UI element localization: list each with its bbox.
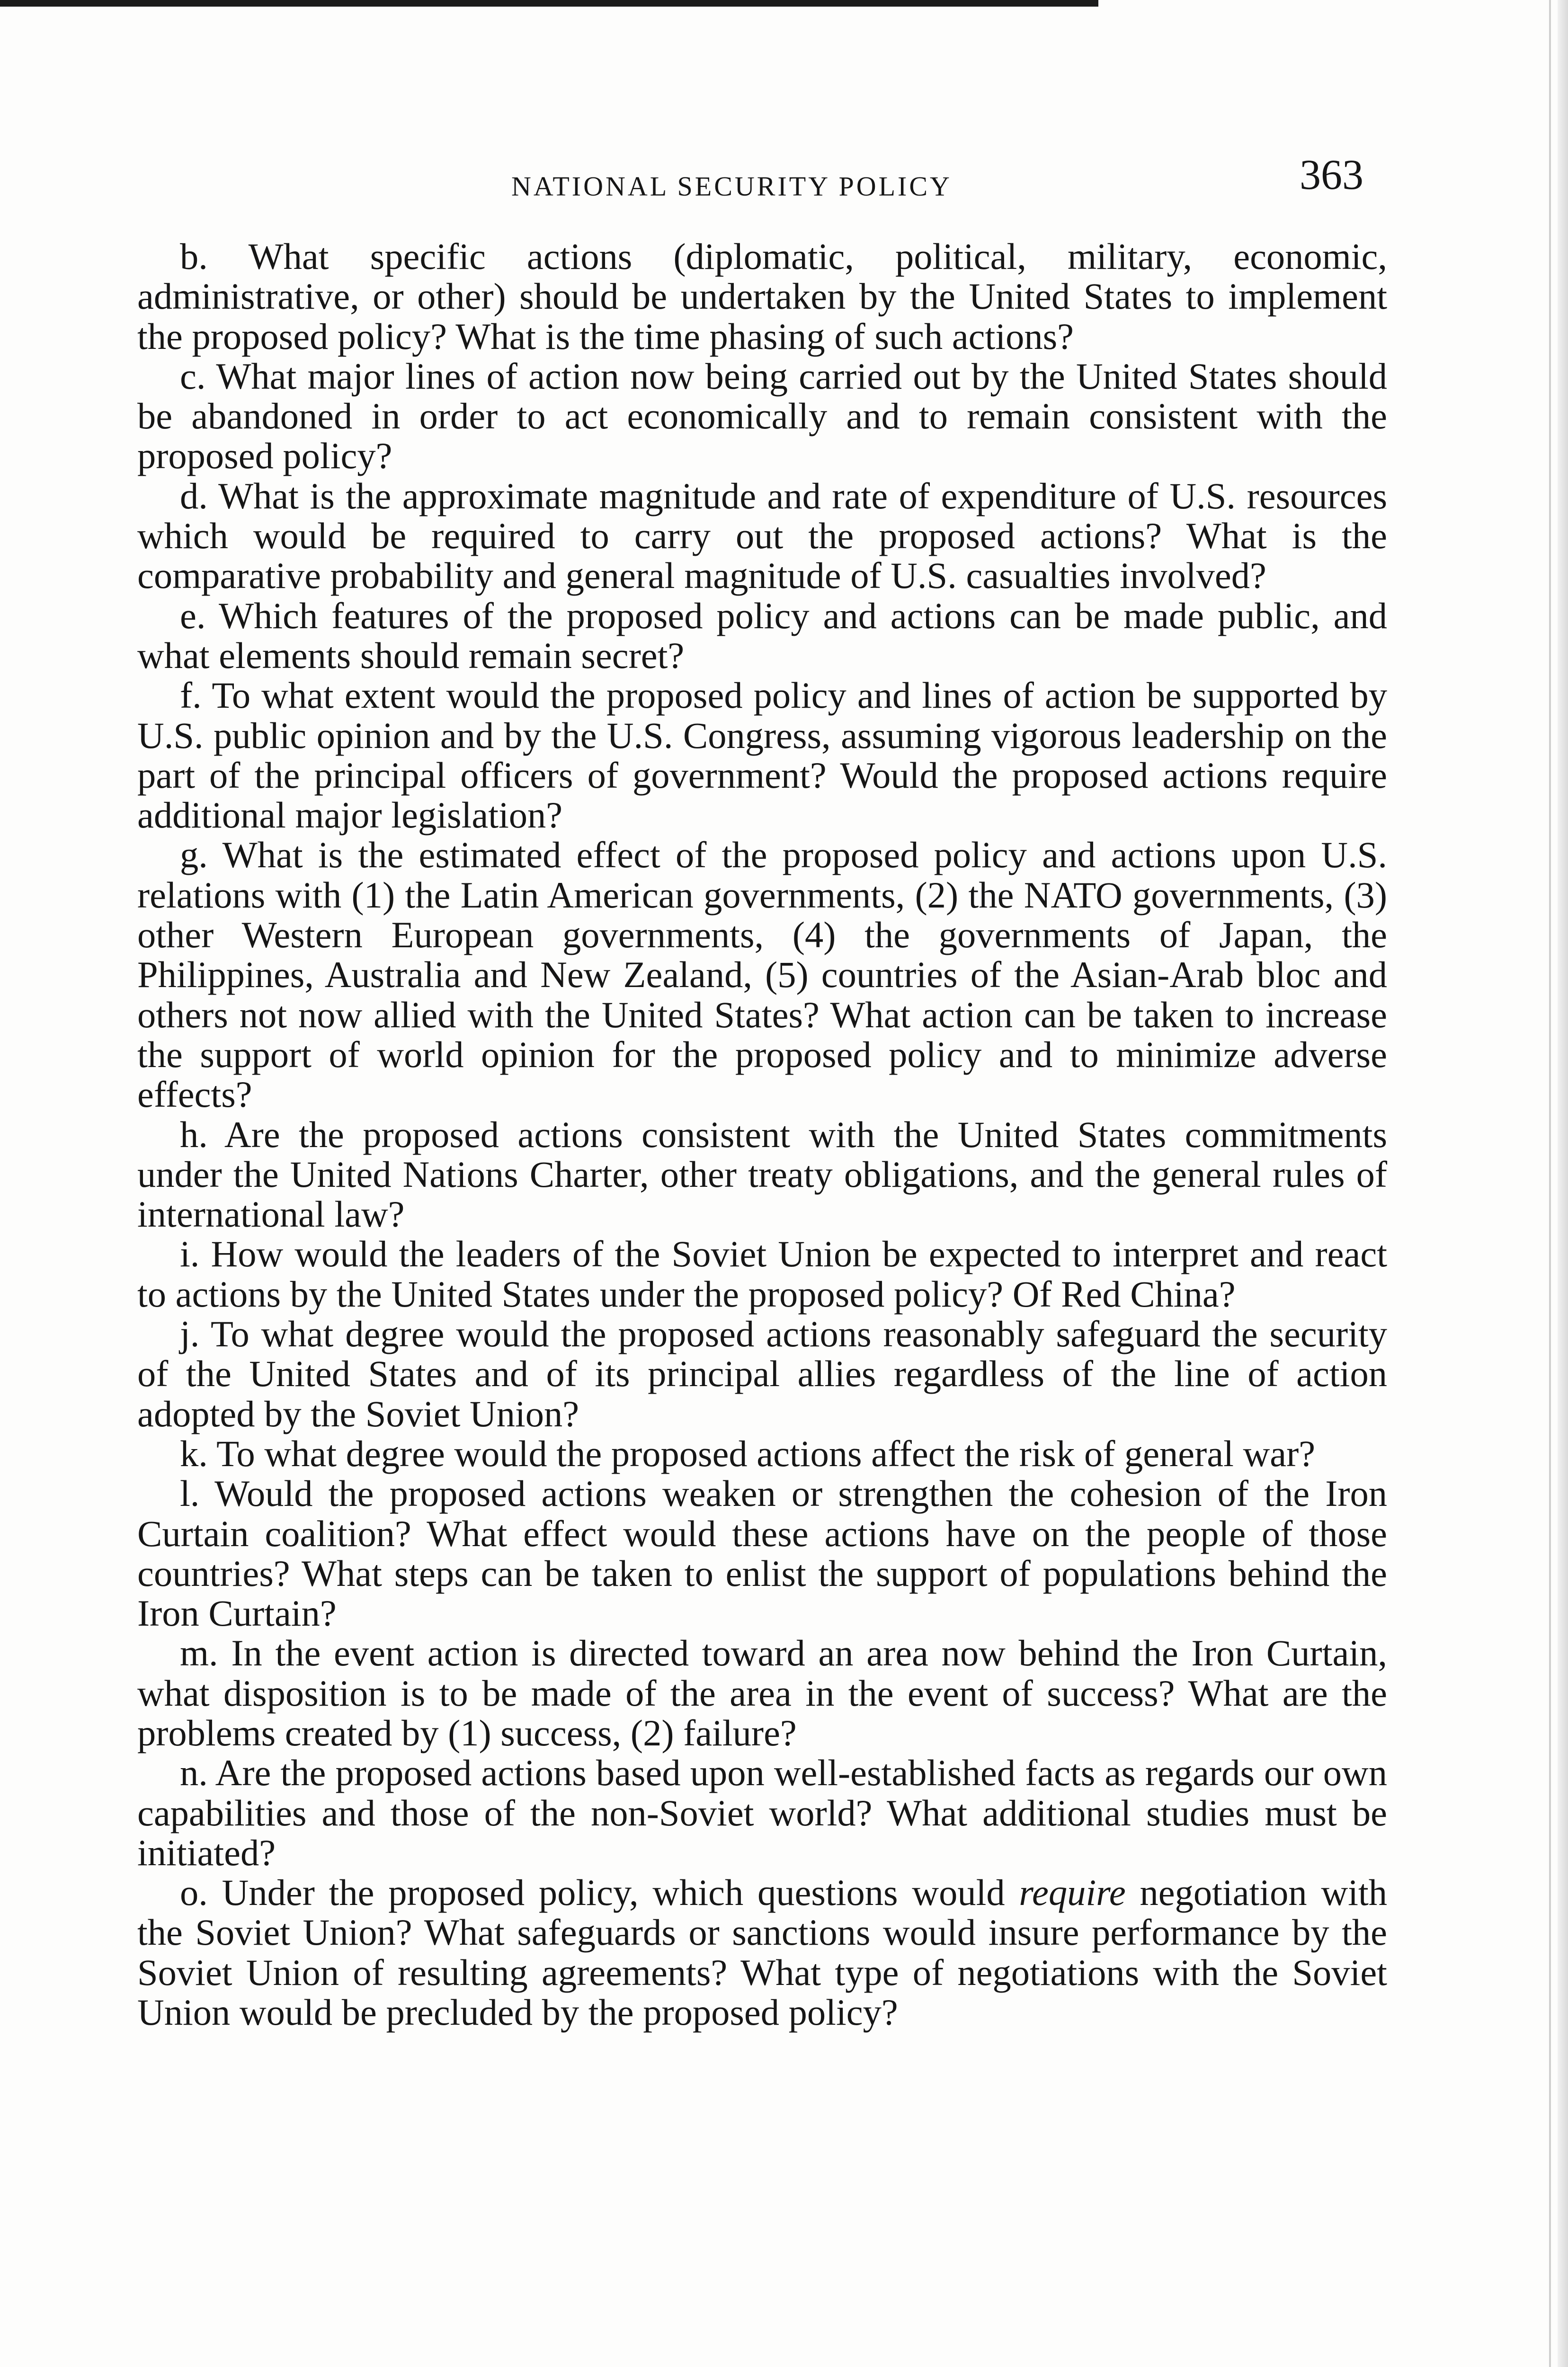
running-head: NATIONAL SECURITY POLICY bbox=[511, 171, 952, 202]
question-d-paragraph: d. What is the approximate magnitude and rate of expenditure of U.S. resources which would be required to carry out the proposed actions? What is the comparative probability and general magnitude of U.S. casualties involved? bbox=[137, 475, 1387, 596]
question-g-paragraph: g. What is the estimated effect of the proposed policy and actions upon U.S. relations with (1) the Latin American governments, (2) the NATO governments, (3) other Western European governments, (4) the governments of Japan, the Philippines, Australia and New Zealand, (5) countries of the Asian-Arab bloc and others not now allied with the United States? What action can be taken to increase the support of world opinion for the proposed policy and to minimize adverse effects? bbox=[137, 834, 1387, 1115]
question-m-paragraph: m. In the event action is directed toward an area now behind the Iron Curtain, what disposition is to be made of the area in the event of success? What are the problems created by (1) success, (2) failure? bbox=[137, 1632, 1387, 1753]
question-o-text-start: o. Under the proposed policy, which questions would bbox=[180, 1872, 1019, 1913]
body-text bbox=[137, 237, 1387, 2032]
question-e-paragraph: e. Which features of the proposed policy and actions can be made public, and what elements should remain secret? bbox=[137, 595, 1387, 676]
question-k-paragraph: k. To what degree would the proposed actions affect the risk of general war? bbox=[180, 1433, 1316, 1474]
question-o-text-end: negotiation with the Soviet Union? What safeguards or sanctions would insure performance by the Soviet Union of resulting agreements? What type of negotiations with the Soviet Union would be precluded by the proposed policy? bbox=[137, 1872, 1388, 2033]
question-f-paragraph: f. To what extent would the proposed policy and lines of action be supported by U.S. public opinion and by the U.S. Congress, assuming vigorous leadership on the part of the principal officers of government? Would the proposed actions require additional major legislation? bbox=[137, 675, 1387, 836]
scan-binding-line bbox=[1549, 0, 1551, 2367]
question-o-emphasis: require bbox=[1019, 1872, 1126, 1913]
question-h-paragraph: h. Are the proposed actions consistent with the United States commitments under the United Nations Charter, other treaty obligations, and the general rules of international law? bbox=[137, 1113, 1387, 1235]
question-i-paragraph: i. How would the leaders of the Soviet Union be expected to interpret and react to actions by the United States under the proposed policy? Of Red China? bbox=[137, 1233, 1387, 1315]
question-n-paragraph: n. Are the proposed actions based upon well-established facts as regards our own capabilities and those of the non-Soviet world? What additional studies must be initiated? bbox=[137, 1752, 1387, 1873]
scan-top-border bbox=[0, 0, 1098, 7]
question-c-paragraph: c. What major lines of action now being carried out by the United States should be abandoned in order to act economically and to remain consistent with the proposed policy? bbox=[137, 355, 1387, 477]
question-b-paragraph: b. What specific actions (diplomatic, political, military, economic, administrative, or other) should be undertaken by the United States to implement the proposed policy? What is the time phasing of such actions? bbox=[137, 236, 1387, 357]
page-number: 363 bbox=[1300, 151, 1363, 198]
question-j-paragraph: j. To what degree would the proposed actions reasonably safeguard the security of the United States and of its principal allies regardless of the line of action adopted by the Soviet Union? bbox=[137, 1313, 1387, 1434]
scan-right-border bbox=[1558, 0, 1568, 2367]
question-l-paragraph: l. Would the proposed actions weaken or strengthen the cohesion of the Iron Curtain coalition? What effect would these actions have on the people of those countries? What steps can be taken to enlist the support of populations behind the Iron Curtain? bbox=[137, 1473, 1387, 1634]
question-o-paragraph bbox=[137, 1873, 1387, 2032]
